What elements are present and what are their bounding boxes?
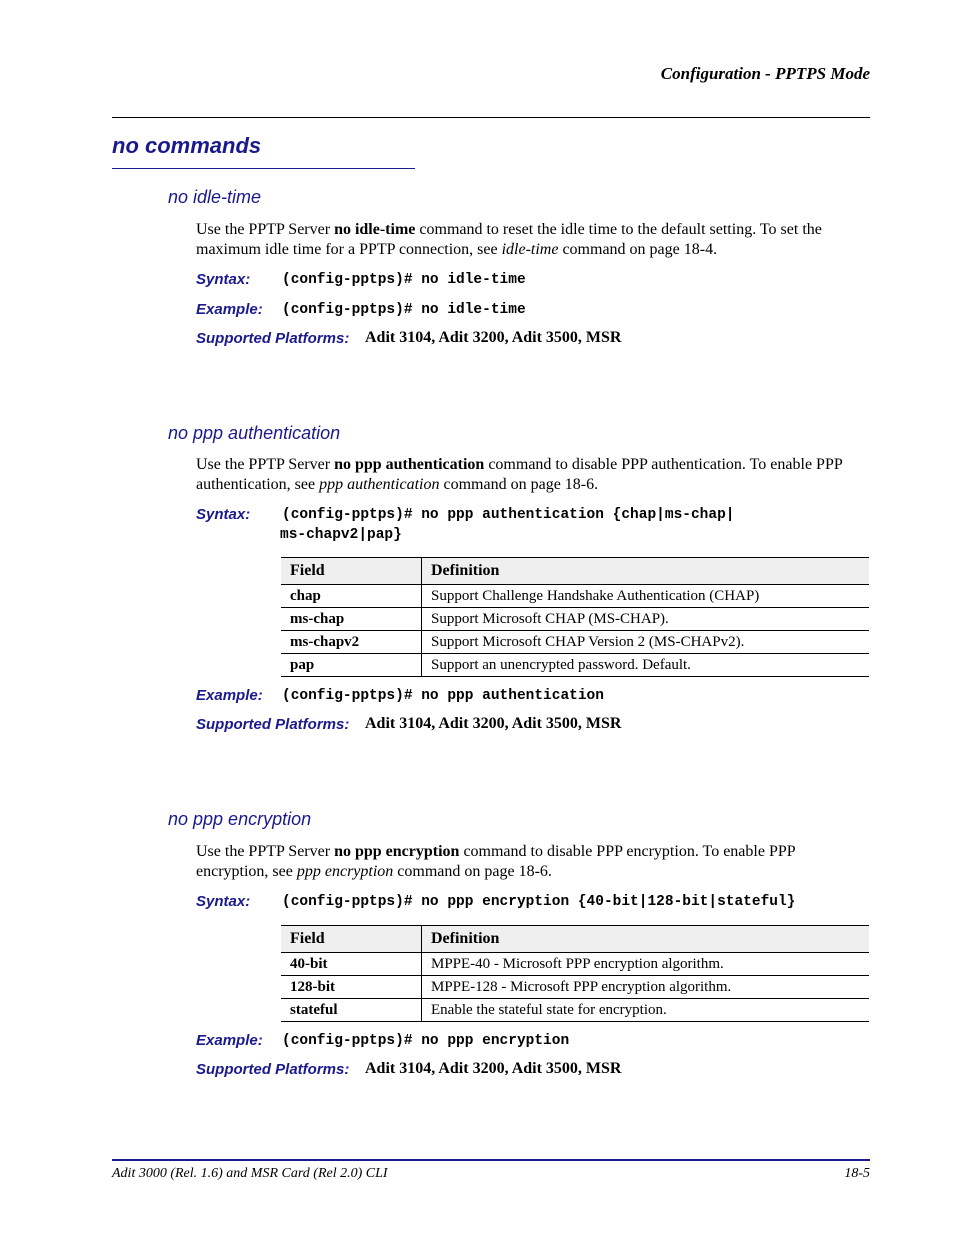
field-cell: ms-chap [281, 608, 422, 631]
field-cell: 40-bit [281, 953, 422, 976]
section-title: no commands [112, 133, 262, 158]
idle-time-example-label: Example: [196, 301, 263, 318]
idle-time-syntax: (config-pptps)# no idle-time [282, 272, 526, 288]
definition-cell: Enable the stateful state for encryption. [422, 999, 870, 1022]
header-rule [112, 117, 870, 118]
ppp-auth-example: (config-pptps)# no ppp authentication [282, 688, 604, 704]
page-number: 18-5 [844, 1166, 870, 1181]
definition-cell: MPPE-40 - Microsoft PPP encryption algorithm. [422, 953, 870, 976]
footer-rule [112, 1159, 870, 1161]
ppp-auth-syntax-line1: (config-pptps)# no ppp authentication {chap|ms-chap| [282, 507, 735, 523]
definition-cell: Support Challenge Handshake Authentication (CHAP) [422, 585, 870, 608]
definition-cell: Support an unencrypted password. Default. [422, 654, 870, 677]
footer-title: Adit 3000 (Rel. 1.6) and MSR Card (Rel 2.0) CLI [112, 1166, 388, 1181]
table-header-field: Field [281, 926, 422, 953]
table-row [281, 976, 869, 999]
table-row [281, 585, 869, 608]
ppp-enc-table [281, 925, 869, 1022]
definition-cell: MPPE-128 - Microsoft PPP encryption algorithm. [422, 976, 870, 999]
ppp-enc-example-label: Example: [196, 1032, 263, 1049]
table-row [281, 608, 869, 631]
table-header-row [281, 558, 869, 585]
ppp-auth-syntax-label: Syntax: [196, 506, 251, 523]
table-row [281, 953, 869, 976]
ppp-auth-title: no ppp authentication [168, 423, 341, 443]
idle-time-syntax-label: Syntax: [196, 271, 251, 288]
idle-time-platforms-label: Supported Platforms: [196, 330, 350, 347]
table-header-definition: Definition [422, 926, 870, 953]
ppp-auth-platforms-label: Supported Platforms: [196, 716, 350, 733]
ppp-enc-syntax-label: Syntax: [196, 893, 251, 910]
field-cell: stateful [281, 999, 422, 1022]
section-underline [112, 168, 415, 169]
idle-time-example: (config-pptps)# no idle-time [282, 302, 526, 318]
ppp-enc-title: no ppp encryption [168, 809, 312, 829]
field-cell: ms-chapv2 [281, 631, 422, 654]
ppp-enc-example: (config-pptps)# no ppp encryption [282, 1033, 570, 1049]
table-row [281, 999, 869, 1022]
ppp-auth-example-label: Example: [196, 687, 263, 704]
ppp-enc-platforms-label: Supported Platforms: [196, 1061, 350, 1078]
field-cell: pap [281, 654, 422, 677]
table-row [281, 654, 869, 677]
ppp-enc-platforms: Adit 3104, Adit 3200, Adit 3500, MSR [365, 1060, 622, 1077]
ppp-auth-table [281, 557, 869, 677]
idle-time-description: Use the PPTP Server no idle-time command to reset the idle time to the default setting. To set the maximum idle time for a PPTP connection, see idle-time command on page 18-4. [196, 221, 822, 258]
idle-time-platforms: Adit 3104, Adit 3200, Adit 3500, MSR [365, 329, 622, 346]
running-header: Configuration - PPTPS Mode [660, 64, 870, 83]
ppp-auth-platforms: Adit 3104, Adit 3200, Adit 3500, MSR [365, 715, 622, 732]
table-header-definition: Definition [422, 558, 870, 585]
field-cell: chap [281, 585, 422, 608]
idle-time-title: no idle-time [168, 187, 262, 207]
definition-cell: Support Microsoft CHAP (MS-CHAP). [422, 608, 870, 631]
table-row [281, 631, 869, 654]
ppp-auth-description: Use the PPTP Server no ppp authentication command to disable PPP authentication. To enable PPP authentication, see ppp authentication command on page 18-6. [196, 456, 843, 493]
definition-cell: Support Microsoft CHAP Version 2 (MS-CHAPv2). [422, 631, 870, 654]
table-header-field: Field [281, 558, 422, 585]
ppp-auth-syntax-line2: ms-chapv2|pap} [280, 527, 402, 543]
ppp-enc-syntax: (config-pptps)# no ppp encryption {40-bit|128-bit|stateful} [282, 894, 796, 910]
table-header-row [281, 926, 869, 953]
field-cell: 128-bit [281, 976, 422, 999]
ppp-enc-description: Use the PPTP Server no ppp encryption command to disable PPP encryption. To enable PPP encryption, see ppp encryption command on page 18-6. [196, 843, 796, 880]
